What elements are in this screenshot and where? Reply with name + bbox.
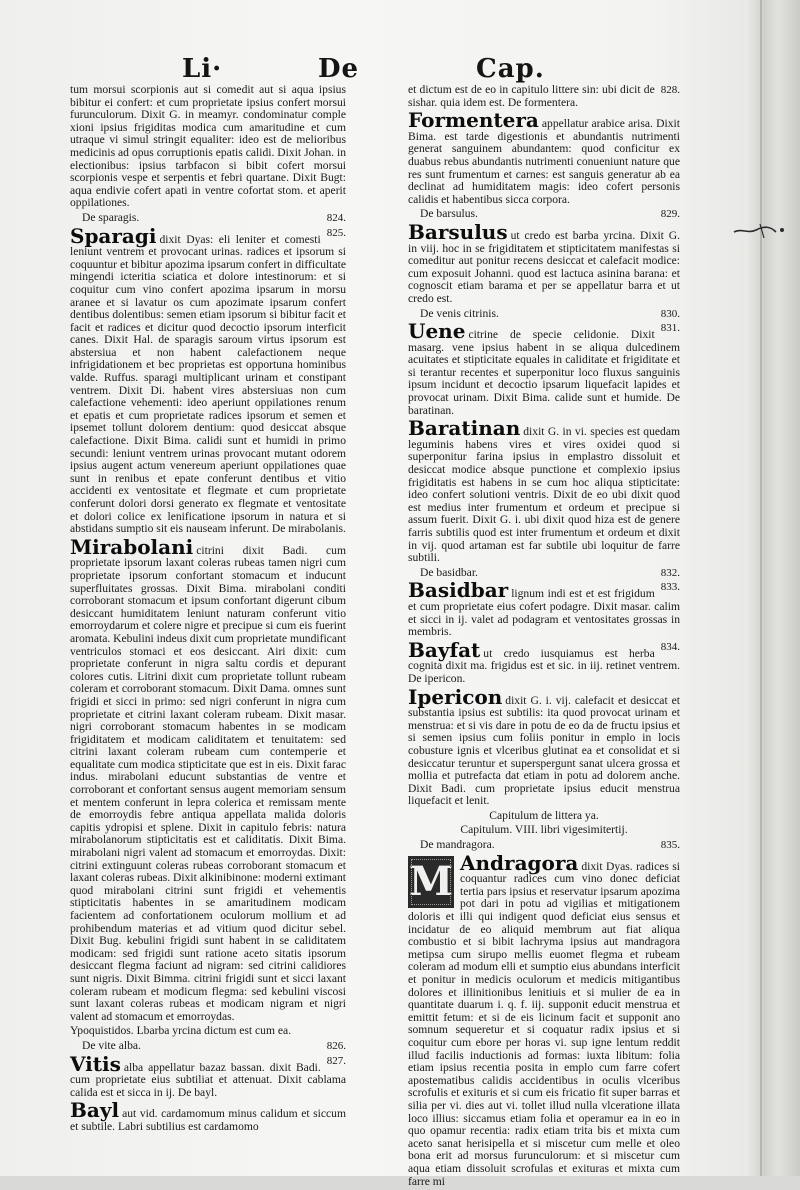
text-entry: [70, 1098, 346, 1133]
entry-heading: De venis citrinis.: [420, 306, 499, 320]
entry-text: lignum indi est et est frigidum et cum proprietate eius cofert podagre. Dixit masar. calim et sicci in ij. valet ad podagram et ventositates grossas in membris.: [408, 587, 680, 639]
entry-text: dixit G. in vi. species est quedam leguminis habens vires et vires oxidei quod si superponitur farina ipsius in emplastro dissoluit et desiccat modice absque punctione et complexio ipsius frigiditatis est habens in se cum hoc aliqua stipticitate: ideo confert solutioni ventris. Dixit de eo ubi dixit quod est medius inter frumentum et ordeum et precipue si assum fuerit. Dixit G. i. ubi dixit quod hiza est de genere farris subtilis quod est inter frumentum et ordeum et dixit in vij. quod artaman est far subtile ubi loquitur de farre subtili.: [408, 425, 680, 565]
text-entry: [408, 319, 680, 417]
left-text-column: [70, 84, 346, 1136]
entry-heading: De sparagis.: [82, 210, 140, 224]
entry-text: dixit Dyas: eli leniter et comesti leniunt ventrem et provocant urinas. radices et ipsorum si coquuntur et bibitur apozima ipsarum confert in difficultate mingendi icteritia sciatica et dolore intestinorum: et si coquitur cum vino confert apozima ipsarum in morsu aranee et si lavatur os cum apozimate ipsarum confert dentibus dolentibus: semen etiam ipsorum si bibitur facit et facit et radices et dicitur quod decoctio ipsorum interficit canes. Dixit Hal. de sparagis saroum virtus ipsorum est abstersiua et non habent calefactionem neque infrigidationem et bec proprietas est opportuna hominibus valde. Ruffus. sparagi multiplicant urinam et constipant ventrem. Dixit Di. habent vires abstersiuas non cum calefactione vehementi: ideo aperiunt oppilationes renum et epatis et cum proprietate radices ipsorum et semen et ipsemet tollunt dolorem dentium: quod desiccat absque calefactione. Dixit Bima. calidi sunt et humidi in primo secundi: leniunt ventrem urinas provocant mutant odorem ipsius augent actum venereum aperiunt oppilationes quae sunt in renibus et epate conferunt dentibus et vitio accidenti ex ventositate et flegmate et cum proprietate conferunt dolori dorsi generato ex flegmate et ventositate et dolori colice ex lenificatione ipsorum in natura et si abstidans sumptio sit eis nauseam inferunt. De mirabolanis.: [70, 232, 346, 536]
entry-text: alba appellatur bazaz bassan. dixit Badi. cum proprietate eius subtiliat et attenuat. Dixit cablama calida est et sicca in ij. De bayl.: [70, 1060, 346, 1099]
entry-number: 832.: [660, 566, 680, 579]
text-entry: [70, 1040, 346, 1053]
text-entry: [408, 824, 680, 837]
entry-number: 827.: [326, 1054, 346, 1067]
text-entry: [70, 1025, 346, 1038]
decorated-initial: M: [408, 856, 454, 908]
text-entry: [408, 637, 680, 686]
text-entry: [408, 578, 680, 639]
text-entry: [408, 219, 680, 306]
entry-number: 829.: [660, 208, 680, 221]
entry-heading: De mandragora.: [420, 838, 495, 852]
chapter-heading: Capitulum. VIII. libri vigesimitertij.: [460, 823, 628, 837]
entry-number: 831.: [660, 322, 680, 335]
running-head-folio: Li·: [182, 54, 223, 84]
entry-number: 830.: [660, 307, 680, 320]
ink-stain-mark: [730, 218, 790, 242]
entry-text: dixit Dyas. radices si coquantur radices cum vino donec deficiat tertia pars ipsius et reservatur ipsarum apozima pot dari in potu ad vigilias et mitigationem doloris et illi qui indigent quod deficiat eius sensus et incidatur de eo aliquid membrum aut fiat aliqua combustio et si bibit lachryma ipsius aut mandragora metipsa cum sirupo mellis euomet flegma et rubeam coleram ad modum elli et sumptio eius abundans interficit et ponitur in medicis oculorum et medicis mitigantibus dolores et illinitionibus lenitiuis et si mulier de ea in quantitate duarum i. q. f. iij. supponit educit menstrua et emittit fetum: et si de eis licinum facit et supponit ano somnum sequeretur et si coquatur radix ipsius et si coquitur cum ebore per horas vi. sup igne lentum reddit illud facilis inductionis ad formas: iuxta libitum: folia etiam ipsius recentia posita in emplo cum farre cofert apostematibus calidis accidentibus in oculis vlceribus scrofulis et exituris et si cum eis fricatio fit super barras et silia per vi. dies aut vi. tollet illud nulla vlceratione illata loco illius: siccamus etiam folia et operamur ea in eo in quo opamur recentia: radix etiam trita bis et mixta cum aceto sanat herisipella et si miscetur cum melle et oleo bona erit ad morsus furunculorum: et si miscetur cum aqua etiam dissoluit scrofulas et exituras et mixta cum farre mi: [408, 859, 680, 1188]
entry-lemma: Mirabolani: [70, 534, 194, 559]
text-entry: [70, 84, 346, 210]
text-entry: [408, 810, 680, 823]
page-gutter-line: [760, 0, 762, 1176]
text-entry: [408, 84, 680, 109]
text-entry: [408, 108, 680, 206]
text-entry: [70, 534, 346, 1024]
entry-number: 834.: [660, 640, 680, 653]
text-entry: [408, 850, 680, 1188]
page-gutter-shadow: [745, 0, 800, 1176]
entry-lemma: Barsulus: [408, 219, 508, 244]
entry-lemma: Basidbar: [408, 578, 509, 603]
entry-heading: De barsulus.: [420, 207, 478, 221]
text-entry: [70, 1051, 346, 1100]
entry-heading: De vite alba.: [82, 1038, 141, 1052]
text-entry: [70, 212, 346, 225]
entry-text: ut credo iusquiamus est herba cognita dixit ma. frigidus est et sic. in iij. retinet ventrem. De ipericon.: [408, 646, 680, 685]
right-text-column: [408, 84, 680, 1190]
entry-lemma: Uene: [408, 319, 466, 344]
entry-text: Ypoquistidos. Lbarba yrcina dictum est cum ea.: [70, 1024, 292, 1038]
chapter-heading: Capitulum de littera ya.: [489, 808, 599, 822]
entry-lemma: Bayl: [70, 1098, 120, 1123]
entry-lemma: Andragora: [460, 850, 579, 875]
entry-text: et dictum est de eo in capitulo littere sin: ubi dicit de sishar. quia idem est. De formentera.: [408, 83, 655, 109]
entry-number: 835.: [660, 839, 680, 852]
text-entry: [408, 839, 680, 852]
text-entry: [408, 684, 680, 808]
entry-lemma: Bayfat: [408, 637, 481, 662]
entry-number: 824.: [326, 211, 346, 224]
entry-text: citrine de specie celidonie. Dixit masarg. vene ipsius habent in se aliqua dulcedinem acuitates et stipticitate equales in caliditate et frigiditate et si terantur recentes et superponitur loco fluxus sanguinis ipsum incidunt et decoctio ipsarum liquefacit lapides et provocat urinam. Dixit Bima. calide sunt et humide. De baratinan.: [408, 328, 680, 417]
entry-lemma: Sparagi: [70, 223, 157, 248]
entry-number: 833.: [660, 581, 680, 594]
entry-heading: De basidbar.: [420, 565, 478, 579]
entry-text: citrini dixit Badi. cum proprietate ipsorum laxant coleras rubeas tamen nigri cum proprietate ipsorum confortant stomacum et inducunt superfluitates grossas. Dixit Bima. mirabolani conditi corroborant stomacum et ipsum confortant digerunt cibum desiccant humiditatem leniunt naturam conferunt vitio emorroydarum et colere nigre et precipue si cum eis fuerint aromata. Kebulini indeus dixit cum proprietate mundificant ventriculos stomaci et eos desiccant. Airi dixit: cum proprietate conferunt in nigra saltu cordis et depurant colores cutis. Litrini dixit cum proprietate tollunt rubeam coleram et corroborant stomacum. Dixit Dama. omnes sunt frigidi et sicci in primo: sed nigri conferunt in nigra cum proprietate et citrini laxant coleram rubeam. Dixit masar. nigri corroborant stomacum habentes in se modicam frigiditatem et modicam caliditatem et tenuitatem: sed citrini laxant coleram rubeam cum contemperie et equalitate cum modica stipticitate que est in eis. Dixit farac indus. mirabolani educunt substantias de ventre et corroborant et confortant sensus augent memoriam sensum et mentem conferunt in lepra colerica et remissam mente de emorroydis febre antiqua appellata malida doloris capitis ydropisi et splene. Dixit in capitulo febris: natura mirabolanorum stipticitatis est et caliditatis. Dixit Bima. mirabolani nigri valent ad stomacum et emorroydas. Dixit: citrini extinguunt coleras rubeas corroborant stomacum et laxant coleras rubeas. Dixit alkinibinone: moderni extimant quod mirabolani citrini sunt frigidi et vehementis stipticitatis habentes in se amaritudinem modicam facientem ad confortationem oculorum mollium et ad prohibendum materias et ad vitium quod dicitur sebel. Dixit Bug. kebulini frigidi sunt habent in se caliditatem modicam: sed frigidi sunt ratione aceto sitatis ipsorum desiccant flegma faciunt ad nigram: sed citrini calidiores sunt nigris. Dixit Bimma. citrini frigidi sunt et sicci laxant coleram rubeam et modicum flegma: sed kebulini viscosi sunt laxant coleras rubeas et modicam nigram et nigri valent ad stomacum et emorroydas.: [70, 543, 346, 1023]
entry-text: dixit G. i. vij. calefacit et desiccat et substantia ipsius est subtilis: ita quod provocat urinam et menstrua: et si vis dare in potu de eo da de fructu ipsius et si semen ipsius cum foliis ponitur in emplo in locis cobusture ignis et vlceribus glutinat ea et consolidat et si desiccatur teruntur et superspergunt sanat ulcera grossa et mollia et putrefacta dat etiam in potu ad dolorem anche. Dixit Badi. cum proprietate ipsius educit menstrua liquefacit et lenit.: [408, 693, 680, 808]
running-head-chapter: Cap.: [476, 54, 545, 84]
entry-number: 825.: [326, 226, 346, 239]
entry-lemma: Baratinan: [408, 416, 521, 441]
text-entry: [70, 223, 346, 536]
entry-number: 828.: [660, 84, 680, 96]
entry-number: 826.: [326, 1039, 346, 1052]
entry-lemma: Vitis: [70, 1051, 121, 1076]
text-entry: [408, 416, 680, 565]
entry-text: tum morsui scorpionis aut si comedit aut si aqua ipsius bibitur ei confert: et cum proprietate ipsius confert morsui furunculorum. Dixit G. in meamyr. condominatur comple xioni ipsius frigiditas modica cum amaritudine et cum utraque vi simul stringit equaliter: ideo est de melioribus medicinis ad opus corruptionis epatis calidi. Dixit Johan. in electionibus: ipsius tarbfacon si bibit cofert morsui scorpionis vespe et serpentis et febri quartane. Dixit Bugt: aqua endivie cofert apati in ventre cofortat stom. et aperit oppilationes.: [70, 83, 346, 210]
entry-text: aut vid. cardamomum minus calidum et siccum et subtile. Labri subtilius est cardamomo: [70, 1107, 346, 1133]
entry-lemma: Ipericon: [408, 684, 503, 709]
entry-lemma: Formentera: [408, 108, 539, 133]
running-head-de: De: [318, 54, 360, 84]
entry-text: ut credo est barba yrcina. Dixit G. in viij. hoc in se frigiditatem et stipticitatem manifestas si comeditur aut ponitur recens desiccat et calefacit modice: cum exposuit Johanni. quod est lactuca asinina barana: et cognoscit etiam barama et per se appellatur barra et ut credo est.: [408, 228, 680, 305]
entry-text: appellatur arabice arisa. Dixit Bima. est tarde digestionis et abundantis nutrimenti generat sanguinem abundantem: quod conficitur ex duabus rebus abundantis nutrimenti conueniunt nature que res sunt frumentum et carnes: est sanguis generatur ab ea declinat ad humiditatem magis: ideo cofert personis calidis et habentibus sicca corpora.: [408, 117, 680, 206]
